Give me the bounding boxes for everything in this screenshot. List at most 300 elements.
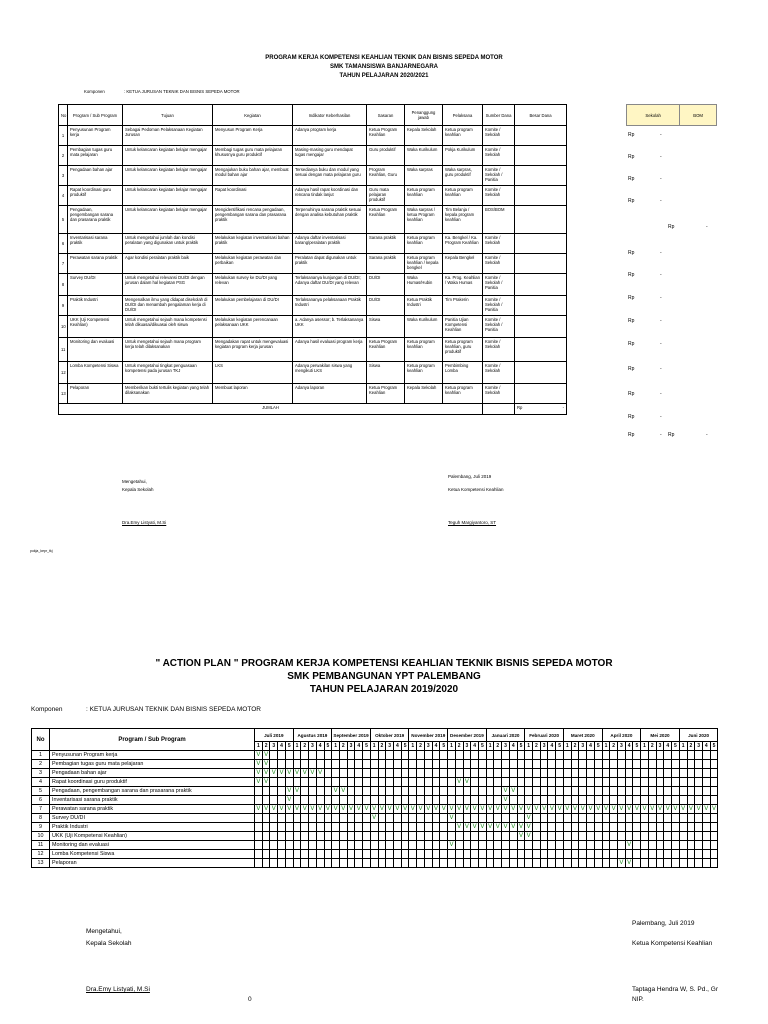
action-plan-week-cell (679, 832, 687, 841)
action-plan-week-cell (355, 823, 363, 832)
action-plan-week-cell (702, 850, 710, 859)
action-plan-week-cell (386, 841, 394, 850)
action-plan-week-cell (618, 760, 626, 769)
action-plan-week-header: 1 (293, 742, 301, 751)
action-plan-week-cell: V (627, 842, 632, 848)
action-plan-week-cell (695, 841, 703, 850)
action-plan-week-cell: V (704, 806, 709, 812)
action-plan-week-cell (533, 859, 541, 868)
action-plan-week-cell (695, 859, 703, 868)
action-plan-week-cell (255, 787, 263, 796)
program-table-col-header: Indikator Keberhasilan (293, 105, 367, 126)
action-plan-week-cell (278, 823, 286, 832)
action-plan-week-cell (463, 760, 471, 769)
action-plan-month-header: Oktober 2019 (370, 729, 409, 742)
action-plan-week-cell (525, 760, 533, 769)
action-plan-week-cell (695, 769, 703, 778)
action-plan-task-row (32, 769, 718, 778)
action-plan-week-cell (710, 859, 718, 868)
action-plan-week-cell (533, 850, 541, 859)
action-plan-week-cell (618, 850, 626, 859)
program-table-cell: 2 (59, 146, 68, 166)
action-plan-week-cell (471, 832, 479, 841)
side-rp-value: Rp (628, 414, 635, 420)
action-plan-week-header: 1 (255, 742, 263, 751)
action-plan-week-cell (633, 823, 641, 832)
action-plan-week-cell (355, 859, 363, 868)
action-plan-week-cell (502, 832, 510, 841)
action-plan-week-cell: V (364, 806, 369, 812)
action-plan-week-cell: V (449, 842, 454, 848)
action-plan-week-header: 4 (587, 742, 595, 751)
action-plan-week-cell (633, 841, 641, 850)
action-plan-week-header: 2 (455, 742, 463, 751)
action-plan-week-cell (424, 823, 432, 832)
action-plan-week-cell (486, 859, 494, 868)
program-table-cell: 4 (59, 186, 68, 206)
action-plan-week-cell (440, 814, 448, 823)
action-plan-week-cell (301, 814, 309, 823)
action-plan-task-name: Praktik Industri (50, 823, 255, 832)
action-plan-week-cell (339, 760, 347, 769)
program-table-cell: LKS (213, 362, 293, 384)
top-kaprog-label: Ketua Kompetensi Keahlian (448, 487, 504, 492)
action-plan-week-cell (579, 832, 587, 841)
action-plan-week-cell (409, 751, 417, 760)
action-plan-task-no: 9 (32, 823, 50, 832)
action-plan-week-cell (378, 832, 386, 841)
action-plan-week-cell (301, 823, 309, 832)
action-plan-week-cell (448, 751, 456, 760)
program-table-cell: Mengajukan buku bahan ajar, membuat modul bahan ajar (213, 166, 293, 186)
program-table-col-header: No (59, 105, 68, 126)
action-plan-week-cell (656, 787, 664, 796)
action-plan-week-cell (255, 814, 263, 823)
action-plan-week-cell (656, 850, 664, 859)
action-plan-week-cell (556, 841, 564, 850)
action-plan-week-cell (293, 796, 301, 805)
action-plan-week-cell (625, 823, 633, 832)
action-plan-week-cell (525, 796, 533, 805)
action-plan-week-cell (455, 832, 463, 841)
program-table-cell: Melakukan kegiatan inventarisasi bahan praktik (213, 234, 293, 254)
action-plan-week-cell (378, 778, 386, 787)
action-plan-week-cell (625, 850, 633, 859)
action-plan-week-cell (455, 859, 463, 868)
action-plan-week-cell (610, 796, 618, 805)
program-table-row (59, 126, 567, 146)
action-plan-week-cell (332, 859, 340, 868)
action-plan-week-cell: V (310, 770, 315, 776)
action-plan-week-cell (440, 751, 448, 760)
action-plan-week-cell (509, 778, 517, 787)
action-plan-week-cell (702, 832, 710, 841)
action-plan-week-cell (687, 832, 695, 841)
action-plan-week-cell (478, 769, 486, 778)
action-plan-week-cell (309, 778, 317, 787)
program-table-cell: 3 (59, 166, 68, 186)
action-plan-week-cell: V (457, 824, 462, 830)
action-plan-week-cell (332, 814, 340, 823)
action-plan-week-cell (440, 832, 448, 841)
action-plan-week-cell (571, 751, 579, 760)
action-plan-week-header: 4 (509, 742, 517, 751)
action-plan-week-cell (602, 823, 610, 832)
action-plan-week-cell: V (333, 806, 338, 812)
program-table-cell: Ketua Program Keahlian (367, 384, 405, 404)
action-plan-week-cell (687, 850, 695, 859)
action-plan-week-cell (347, 850, 355, 859)
action-plan-week-cell: V (480, 806, 485, 812)
action-plan-week-cell (702, 823, 710, 832)
action-plan-week-cell (324, 850, 332, 859)
action-plan-week-cell (455, 796, 463, 805)
action-plan-week-cell (448, 832, 456, 841)
action-plan-week-cell (687, 751, 695, 760)
action-plan-week-cell (448, 769, 456, 778)
program-table-cell: Melakukan pembelajaran di DU/DI (213, 296, 293, 316)
action-plan-week-cell (533, 787, 541, 796)
jumlah-label: JUMLAH (59, 404, 483, 415)
program-table-cell: 10 (59, 316, 68, 338)
action-plan-week-header: 2 (571, 742, 579, 751)
program-table-cell: Untuk kelancaran kegiatan belajar mengajar (123, 166, 213, 186)
action-plan-week-cell (293, 859, 301, 868)
action-plan-week-cell (594, 787, 602, 796)
action-plan-week-cell (548, 850, 556, 859)
program-table-cell: Guru mata pelajaran produktif (367, 186, 405, 206)
action-plan-week-cell (710, 769, 718, 778)
action-plan-week-cell (486, 769, 494, 778)
action-plan-week-cell (448, 850, 456, 859)
jumlah-row (59, 404, 567, 415)
action-plan-week-cell (370, 859, 378, 868)
action-plan-week-cell (587, 859, 595, 868)
action-plan-week-cell (316, 760, 324, 769)
action-plan-week-cell (695, 850, 703, 859)
action-plan-week-cell (378, 796, 386, 805)
program-table-cell: Ketua program keahlian / kepala bengkel (405, 254, 443, 274)
action-plan-week-cell (478, 850, 486, 859)
action-plan-week-cell (548, 769, 556, 778)
program-table-cell: 8 (59, 274, 68, 296)
action-plan-week-cell (417, 850, 425, 859)
action-plan-week-cell: V (518, 824, 523, 830)
program-table-cell: Ketua program keahlian (405, 362, 443, 384)
action-plan-week-cell (316, 832, 324, 841)
action-plan-week-cell (463, 832, 471, 841)
action-plan-week-cell (262, 832, 270, 841)
action-plan-week-cell (540, 814, 548, 823)
action-plan-task-name: Perawatan sarana praktik (50, 805, 255, 814)
action-plan-week-cell (641, 859, 649, 868)
program-table-cell (515, 146, 567, 166)
program-table-row (59, 146, 567, 166)
action-plan-week-cell (664, 787, 672, 796)
action-plan-week-header: 3 (424, 742, 432, 751)
program-table-cell: 11 (59, 338, 68, 362)
action-plan-week-cell (270, 850, 278, 859)
action-plan-week-cell (556, 796, 564, 805)
action-plan-week-cell (393, 787, 401, 796)
action-plan-week-cell (533, 769, 541, 778)
action-plan-week-header: 4 (316, 742, 324, 751)
action-plan-week-cell (401, 751, 409, 760)
action-plan-week-cell (347, 841, 355, 850)
action-plan-week-cell (641, 850, 649, 859)
action-plan-week-header: 1 (563, 742, 571, 751)
action-plan-task-row (32, 850, 718, 859)
action-plan-week-cell (309, 859, 317, 868)
action-plan-week-cell (509, 751, 517, 760)
action-plan-week-cell (679, 751, 687, 760)
action-plan-week-header: 5 (363, 742, 371, 751)
action-plan-week-cell (432, 859, 440, 868)
action-plan-week-cell (463, 859, 471, 868)
action-plan-week-cell (432, 814, 440, 823)
action-plan-week-cell: V (457, 806, 462, 812)
action-plan-week-cell (594, 841, 602, 850)
action-plan-month-header: April 2020 (602, 729, 641, 742)
action-plan-week-cell (285, 778, 293, 787)
program-table-cell: BOS/BOM (483, 206, 515, 234)
action-plan-week-cell (378, 841, 386, 850)
action-plan-week-header: 5 (672, 742, 680, 751)
action-plan-week-cell (687, 814, 695, 823)
action-plan-week-cell (401, 859, 409, 868)
action-plan-week-cell (293, 841, 301, 850)
program-table-col-header: Sasaran (367, 105, 405, 126)
action-plan-week-header: 1 (409, 742, 417, 751)
program-table-cell: 12 (59, 362, 68, 384)
action-plan-week-cell (455, 814, 463, 823)
action-plan-task-no: 3 (32, 769, 50, 778)
top-kepsek-name: Dra.Emy Listyati, M.Si (122, 520, 167, 525)
action-plan-week-cell (618, 814, 626, 823)
program-table-cell: Melakukan kegiatan perencanaan pelaksanaan UKK (213, 316, 293, 338)
action-plan-week-cell (610, 859, 618, 868)
action-plan-week-cell (494, 778, 502, 787)
action-plan-week-cell (648, 850, 656, 859)
program-table-cell: Komite / Sekolah (483, 186, 515, 206)
action-plan-week-cell (579, 859, 587, 868)
action-plan-week-cell (463, 769, 471, 778)
action-plan-week-cell (540, 859, 548, 868)
action-plan-week-cell (370, 769, 378, 778)
action-plan-week-cell (409, 850, 417, 859)
action-plan-week-cell: V (356, 806, 361, 812)
action-plan-week-header: 3 (270, 742, 278, 751)
action-plan-week-header: 5 (401, 742, 409, 751)
action-plan-week-cell (393, 814, 401, 823)
action-plan-week-header: 5 (594, 742, 602, 751)
action-plan-week-cell (664, 832, 672, 841)
action-plan-week-cell (679, 778, 687, 787)
action-plan-week-cell: V (279, 770, 284, 776)
action-plan-week-cell (548, 778, 556, 787)
action-plan-week-cell: V (287, 770, 292, 776)
program-table-cell: Untuk mengetahui jumlah dan kondisi peralatan yang digunakan untuk praktik (123, 234, 213, 254)
side-dash-value: - (660, 391, 662, 397)
action-plan-program-header: Program / Sub Program (50, 729, 255, 751)
action-plan-task-row (32, 760, 718, 769)
action-plan-week-header: 3 (540, 742, 548, 751)
program-table (58, 104, 567, 415)
action-plan-week-cell (579, 841, 587, 850)
action-plan-week-cell (509, 850, 517, 859)
action-plan-week-cell (710, 832, 718, 841)
action-plan-week-cell (424, 832, 432, 841)
action-plan-week-cell (355, 769, 363, 778)
action-plan-week-cell: V (580, 806, 585, 812)
action-plan-week-cell (687, 841, 695, 850)
program-table-cell: Pengadaan bahan ajar (68, 166, 123, 186)
action-plan-week-cell (540, 760, 548, 769)
action-plan-week-cell (563, 841, 571, 850)
program-table-cell: Pokja Kurikulum (443, 146, 483, 166)
action-plan-week-cell (301, 832, 309, 841)
action-plan-week-cell (270, 796, 278, 805)
action-plan-week-cell (378, 787, 386, 796)
action-plan-week-cell (656, 796, 664, 805)
action-plan-week-cell (417, 823, 425, 832)
program-table-cell: Ka. Bengkel / Ka. Program Keahlian (443, 234, 483, 254)
program-table-cell: Terlaksananya kunjungan di DU/DI; Adanya daftar DU/DI yang relevan (293, 274, 367, 296)
action-plan-week-cell (641, 796, 649, 805)
program-table-cell: DU/DI (367, 296, 405, 316)
action-plan-week-cell (494, 814, 502, 823)
action-plan-week-cell (494, 796, 502, 805)
action-plan-week-cell (641, 787, 649, 796)
action-plan-week-cell (401, 823, 409, 832)
program-table-cell: Adanya daftar inventarisasi barang/peralatan praktik (293, 234, 367, 254)
action-plan-week-cell (540, 751, 548, 760)
action-plan-week-cell: V (426, 806, 431, 812)
top-title-2: SMK TAMANSISWA BANJARNEGARA (330, 64, 438, 70)
action-plan-task-no: 6 (32, 796, 50, 805)
action-plan-week-cell (525, 841, 533, 850)
action-plan-week-cell (409, 814, 417, 823)
action-plan-week-cell: V (457, 779, 462, 785)
program-table-cell: Ketua Program Keahlian (367, 206, 405, 234)
jumlah-total (515, 404, 567, 415)
action-plan-week-cell (648, 787, 656, 796)
action-plan-week-cell (363, 859, 371, 868)
side-dash-value: - (660, 198, 662, 204)
bottom-kepsek-label: Kepala Sekolah (86, 940, 132, 947)
side-rp-value: Rp (628, 341, 635, 347)
action-plan-week-cell (417, 778, 425, 787)
action-plan-week-cell: V (287, 788, 292, 794)
action-plan-week-cell (363, 796, 371, 805)
action-plan-week-cell (285, 841, 293, 850)
action-plan-week-cell (641, 823, 649, 832)
action-plan-week-cell (301, 796, 309, 805)
side-rp-value: Rp (628, 391, 635, 397)
action-plan-week-header: 3 (309, 742, 317, 751)
action-plan-week-cell (525, 787, 533, 796)
action-plan-week-cell (494, 760, 502, 769)
action-plan-week-cell (672, 778, 680, 787)
action-plan-week-cell (702, 796, 710, 805)
action-plan-week-cell (579, 769, 587, 778)
action-plan-week-cell (347, 778, 355, 787)
action-plan-week-header: 3 (463, 742, 471, 751)
program-table-cell: Inventarisasi sarana praktik (68, 234, 123, 254)
action-plan-week-cell (687, 823, 695, 832)
action-plan-week-cell (587, 850, 595, 859)
action-plan-week-cell (339, 850, 347, 859)
action-plan-week-cell (587, 787, 595, 796)
action-plan-week-cell (409, 796, 417, 805)
action-plan-week-cell (571, 769, 579, 778)
action-plan-week-cell (278, 814, 286, 823)
action-plan-week-cell: V (287, 806, 292, 812)
action-plan-week-cell: V (565, 806, 570, 812)
action-plan-week-cell (347, 814, 355, 823)
action-plan-week-cell (517, 751, 525, 760)
action-plan-week-cell (463, 841, 471, 850)
side-dash-value: - (660, 154, 662, 160)
action-plan-week-cell (602, 859, 610, 868)
action-plan-week-header: 2 (610, 742, 618, 751)
action-plan-week-cell (625, 832, 633, 841)
action-plan-week-cell (517, 796, 525, 805)
side-dash-value: - (660, 272, 662, 278)
action-plan-week-cell (386, 850, 394, 859)
program-table-cell: Tim Belanja / kepala program keahlian (443, 206, 483, 234)
action-plan-week-cell (347, 787, 355, 796)
action-plan-week-cell (664, 850, 672, 859)
action-plan-week-cell (386, 751, 394, 760)
action-plan-week-cell: V (302, 806, 307, 812)
action-plan-week-cell: V (503, 797, 508, 803)
action-plan-week-cell (579, 787, 587, 796)
action-plan-week-cell (478, 760, 486, 769)
program-table-cell: Ketua program keahlian, guru produktif (443, 338, 483, 362)
action-plan-week-header: 2 (339, 742, 347, 751)
action-plan-week-cell: V (503, 806, 508, 812)
action-plan-week-cell (316, 778, 324, 787)
action-plan-week-cell (594, 751, 602, 760)
action-plan-week-cell (517, 841, 525, 850)
action-plan-week-cell (587, 778, 595, 787)
action-plan-month-header: November 2019 (409, 729, 448, 742)
action-plan-week-cell: V (518, 806, 523, 812)
top-kepsek-label: Kepala Sekolah (122, 487, 154, 492)
action-plan-week-cell (563, 769, 571, 778)
action-plan-week-cell (316, 751, 324, 760)
action-plan-week-cell (347, 751, 355, 760)
action-plan-week-cell (571, 778, 579, 787)
action-plan-week-cell (293, 778, 301, 787)
action-plan-week-cell: V (410, 806, 415, 812)
action-plan-week-cell (602, 751, 610, 760)
action-plan-week-cell (386, 796, 394, 805)
program-table-cell (515, 254, 567, 274)
action-plan-week-cell (494, 787, 502, 796)
program-table-cell: Tim Prakerin (443, 296, 483, 316)
side-rp-value: Rp (628, 318, 635, 324)
action-plan-week-cell (478, 796, 486, 805)
action-plan-week-cell (378, 751, 386, 760)
action-plan-week-cell (618, 823, 626, 832)
side-dash-value: - (660, 341, 662, 347)
action-plan-week-cell (448, 787, 456, 796)
action-plan-task-row (32, 805, 718, 814)
action-plan-week-cell (409, 760, 417, 769)
action-plan-week-cell (309, 814, 317, 823)
